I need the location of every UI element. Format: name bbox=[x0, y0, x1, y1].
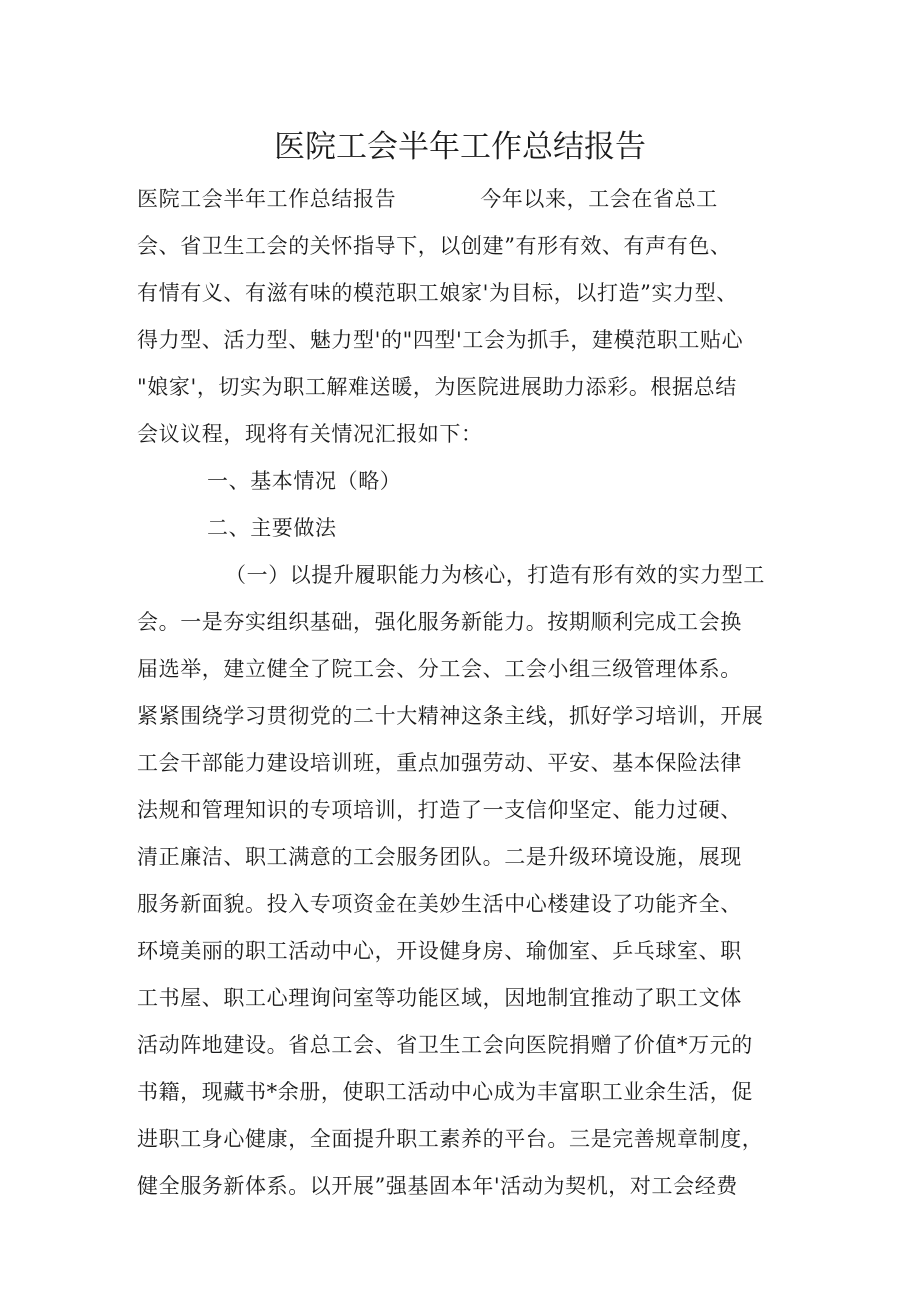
subsection-line: （一）以提升履职能力为核心，打造有形有效的实力型工 bbox=[225, 563, 765, 587]
section-heading: 一、基本情况（略） bbox=[207, 469, 402, 493]
paragraph-line: 工书屋、职工心理询问室等功能区域，因地制宜推动了职工文体 bbox=[137, 986, 742, 1010]
paragraph-line: 服务新面貌。投入专项资金在美妙生活中心楼建设了功能齐全、 bbox=[137, 892, 742, 916]
paragraph-line: 活动阵地建设。省总工会、省卫生工会向医院捐赠了价值*万元的 bbox=[137, 1033, 753, 1057]
paragraph-start: 今年以来，工会在省总工 bbox=[480, 187, 718, 211]
paragraph-line: 得力型、活力型、魅力型'的"四型'工会为抓手，建模范职工贴心 bbox=[137, 328, 744, 352]
paragraph-line: "娘家'，切实为职工解难送暖，为医院进展助力添彩。根据总结 bbox=[137, 375, 737, 399]
paragraph-line: 会议议程，现将有关情况汇报如下： bbox=[137, 422, 483, 446]
paragraph-line: 有情有义、有滋有味的模范职工娘家'为目标，以打造”实力型、 bbox=[137, 281, 738, 305]
section-heading: 二、主要做法 bbox=[207, 516, 337, 540]
paragraph-line: 紧紧围绕学习贯彻党的二十大精神这条主线，抓好学习培训，开展 bbox=[137, 704, 764, 728]
paragraph-line: 清正廉洁、职工满意的工会服务团队。二是升级环境设施，展现 bbox=[137, 845, 742, 869]
paragraph-line: 会。一是夯实组织基础，强化服务新能力。按期顺利完成工会换 bbox=[137, 610, 742, 634]
paragraph-line: 工会干部能力建设培训班，重点加强劳动、平安、基本保险法律 bbox=[137, 751, 742, 775]
inline-heading: 医院工会半年工作总结报告 bbox=[137, 187, 397, 211]
paragraph-line: 届选举，建立健全了院工会、分工会、工会小组三级管理体系。 bbox=[137, 657, 742, 681]
paragraph-line: 书籍，现藏书*余册，使职工活动中心成为丰富职工业余生活，促 bbox=[137, 1080, 753, 1104]
document-title: 医院工会半年工作总结报告 bbox=[274, 129, 646, 165]
paragraph-line: 法规和管理知识的专项培训，打造了一支信仰坚定、能力过硬、 bbox=[137, 798, 742, 822]
paragraph-line: 会、省卫生工会的关怀指导下，以创建”有形有效、有声有色、 bbox=[137, 234, 732, 258]
paragraph-line: 环境美丽的职工活动中心，开设健身房、瑜伽室、乒乓球室、职 bbox=[137, 939, 742, 963]
paragraph-line: 进职工身心健康，全面提升职工素养的平台。三是完善规章制度， bbox=[137, 1127, 764, 1151]
paragraph-line bbox=[137, 176, 787, 223]
document-body bbox=[137, 176, 787, 1210]
paragraph-line: 健全服务新体系。以开展”强基固本年'活动为契机，对工会经费 bbox=[137, 1174, 738, 1198]
